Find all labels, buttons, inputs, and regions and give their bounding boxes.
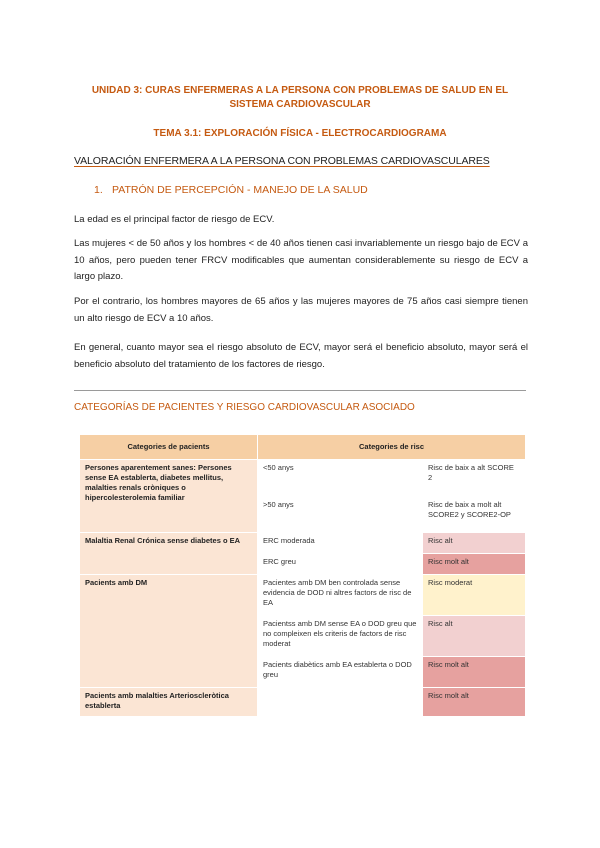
table-row <box>80 575 526 616</box>
risk-cell: Risc alt <box>423 533 526 554</box>
risk-cell: Risc de baix a molt alt SCORE2 y SCORE2-OP <box>423 496 526 533</box>
header-risk: Categories de risc <box>258 435 526 460</box>
divider <box>74 390 526 391</box>
paragraph: Por el contrario, los hombres mayores de 65 años y las mujeres mayores de 75 años casi siempre tienen un alto riesgo de ECV a 10 años. <box>74 296 528 324</box>
section-heading: VALORACIÓN ENFERMERA A LA PERSONA CON PROBLEMAS CARDIOVASCULARES <box>74 155 490 167</box>
pattern-title: PATRÓN DE PERCEPCIÓN - MANEJO DE LA SALUD <box>112 184 368 196</box>
category-cell: Pacients amb malalties Arterioscleròtica establerta <box>80 688 258 717</box>
table-row <box>80 533 526 554</box>
categories-heading: CATEGORÍAS DE PACIENTES Y RIESGO CARDIOVASCULAR ASOCIADO <box>74 402 415 413</box>
risk-cell: Risc moderat <box>423 575 526 616</box>
risk-cell: Risc molt alt <box>423 554 526 575</box>
table-row <box>80 688 526 717</box>
pattern-heading <box>94 184 368 196</box>
subcategory-cell: <50 anys <box>258 460 423 497</box>
tema-title: TEMA 3.1: EXPLORACIÓN FÍSICA - ELECTROCARDIOGRAMA <box>153 128 447 139</box>
table-header-row <box>80 435 526 460</box>
risk-cell: Risc molt alt <box>423 688 526 717</box>
subcategory-cell: Pacientss amb DM sense EA o DOD greu que no compleixen els criteris de factors de risc moderat <box>258 616 423 657</box>
subcategory-cell: ERC moderada <box>258 533 423 554</box>
pattern-number: 1. <box>94 184 103 196</box>
risk-table <box>79 434 526 717</box>
subcategory-cell: Pacients diabètics amb EA establerta o DOD greu <box>258 657 423 688</box>
subcategory-cell: Pacientes amb DM ben controlada sense evidencia de DOD ni altres factors de risc de EA <box>258 575 423 616</box>
paragraph: Las mujeres < de 50 años y los hombres < de 40 años tienen casi invariablemente un riesgo bajo de ECV a 10 años, pero pueden tener FRCV modificables que aumentan considerablemente su riesgo de ECV a largo plazo. <box>74 238 528 282</box>
subcategory-cell: ERC greu <box>258 554 423 575</box>
risk-cell: Risc de baix a alt SCORE 2 <box>423 460 526 497</box>
paragraph: La edad es el principal factor de riesgo de ECV. <box>74 214 275 225</box>
risk-cell: Risc alt <box>423 616 526 657</box>
unit-title: UNIDAD 3: CURAS ENFERMERAS A LA PERSONA CON PROBLEMAS DE SALUD EN EL SISTEMA CARDIOVASCULAR <box>91 85 509 110</box>
subcategory-cell <box>258 688 423 717</box>
subcategory-cell: >50 anys <box>258 496 423 533</box>
header-patients: Categories de pacients <box>80 435 258 460</box>
table-row <box>80 460 526 497</box>
category-cell: Malaltia Renal Crónica sense diabetes o EA <box>80 533 258 575</box>
category-cell: Pacients amb DM <box>80 575 258 688</box>
paragraph: En general, cuanto mayor sea el riesgo absoluto de ECV, mayor será el beneficio absoluto, mayor será el beneficio absoluto del tratamiento de los factores de riesgo. <box>74 342 528 370</box>
category-cell: Persones aparentement sanes: Persones sense EA establerta, diabetes mellitus, malalties renals cròniques o hipercolesterolemia familiar <box>80 460 258 533</box>
risk-cell: Risc molt alt <box>423 657 526 688</box>
